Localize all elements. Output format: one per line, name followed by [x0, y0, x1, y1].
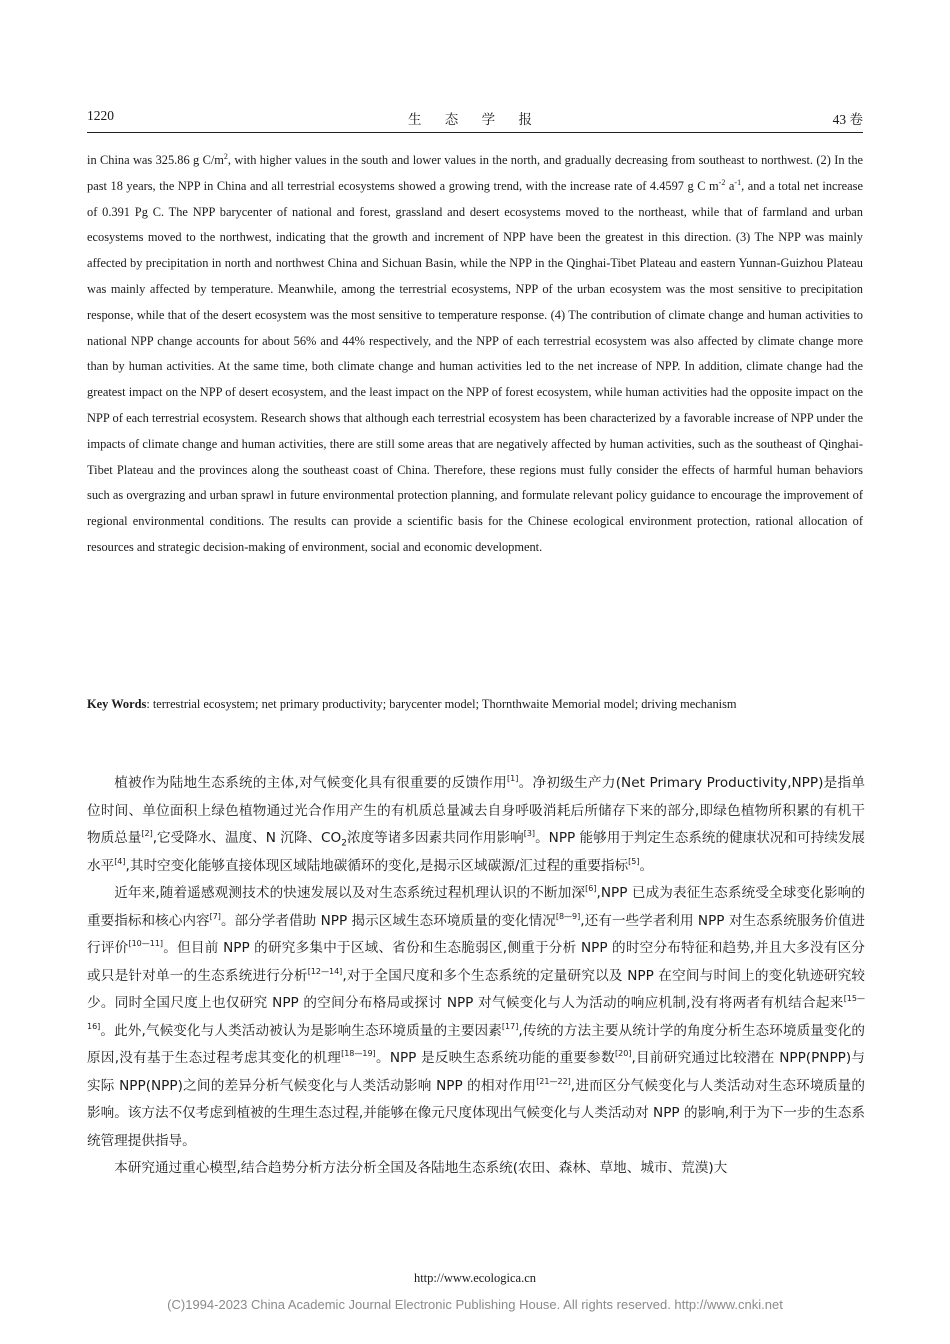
text: 近年来,随着遥感观测技术的快速发展以及对生态系统过程机理认识的不断加深 — [114, 885, 586, 901]
citation: [7] — [209, 911, 221, 921]
volume-number: 43 卷 — [832, 112, 863, 127]
citation: [12—14] — [307, 966, 343, 976]
citation: [3] — [523, 829, 536, 838]
paragraph — [87, 770, 865, 880]
keywords-text: : terrestrial ecosystem; net primary productivity; barycenter model; Thornthwaite Memorial model; driving mechanism — [146, 697, 737, 711]
citation: [15—16] — [87, 994, 865, 1031]
copyright-watermark: (C)1994-2023 China Academic Journal Electronic Publishing House. All rights reserved. http://www.cnki.net — [167, 1297, 783, 1312]
citation: [8—9] — [555, 911, 581, 921]
text: ,传统的方法主要从统计学的角度分析生态环境质量变化的原因,没有基于生态过程考虑其变化的机理 — [87, 1022, 865, 1066]
text: ,目前研究通过比较潜在 NPP(PNPP)与实际 NPP(NPP)之间的差异分析气候变化与人类活动影响 NPP 的相对作用 — [87, 1050, 866, 1094]
abstract-text: in China was 325.86 g C/m — [87, 153, 224, 167]
citation: [21—22] — [536, 1076, 571, 1086]
superscript: 2 — [223, 151, 228, 161]
journal-title: 生 态 学 报 — [407, 112, 543, 127]
paragraph — [87, 880, 865, 1155]
superscript: -1 — [734, 177, 742, 187]
abstract-text: , and a total net increase of 0.391 Pg C. The NPP barycenter of national and forest, grassland and desert ecosystems moved to the northeast, while that of farmland and urban ecosystems moved to the northwest, indicating that the growth and increment of NPP have been the greatest in this direction. (3) The NPP was mainly affected by precipitation in north and northwest China and Sichuan Basin, while the NPP in the Qinghai-Tibet Plateau and eastern Yunnan-Guizhou Plateau was mainly affected by temperature. Meanwhile, among the terrestrial ecosystems, NPP of the urban ecosystem was the most sensitive to precipitation response, while that of the desert ecosystem was the most sensitive to temperature response. (4) The contribution of climate change and human activities to national NPP change accounts for about 56% and 44% respectively, and the NPP of each terrestrial ecosystem was also affected by climate change more than by human activities. At the same time, both climate change and human activities led to the net increase of NPP. In addition, climate change had the greatest impact on the NPP of desert ecosystem, and the least impact on the NPP of forest ecosystem, while human activities had the opposite impact on the NPP of each terrestrial ecosystem. Research shows that although each terrestrial ecosystem has been characterized by a favorable increase of NPP under the impacts of climate change and human activities, there are still some areas that are negatively affected by human activities, such as the southeast of Qinghai-Tibet Plateau and the provinces along the southeast coast of China. Therefore, these regions must fully consider the effects of harmful human behaviors such as overgrazing and urban sprawl in future environmental protection planning, and formulate relevant policy guidance to encourage the improvement of regional environmental conditions. The results can provide a scientific basis for the Chinese ecological environment protection, rational allocation of resources and strategic decision-making of environment, social and economic development. — [87, 178, 863, 554]
running-header — [87, 108, 863, 128]
citation: [6] — [585, 884, 597, 893]
abstract-text: a — [725, 178, 735, 193]
text: 植被作为陆地生态系统的主体,对气候变化具有很重要的反馈作用 — [114, 775, 508, 791]
text: 。部分学者借助 NPP 揭示区域生态环境质量的变化情况 — [220, 912, 556, 929]
english-abstract — [87, 148, 863, 561]
text: 浓度等诸多因素共同作用影响 — [347, 830, 524, 846]
subscript: 2 — [341, 838, 347, 849]
header-rule — [87, 132, 863, 133]
text: ,它受降水、温度、N 沉降、CO — [152, 830, 342, 846]
text: ,其时空变化能够直接体现区域陆地碳循环的变化,是揭示区域碳源/汇过程的重要指标 — [125, 857, 629, 874]
text: ,NPP 已成为表征生态系统受全球变化影响的重要指标和核心内容 — [87, 885, 865, 929]
citation: [4] — [114, 856, 126, 866]
citation: [2] — [141, 829, 153, 838]
page-number: 1220 — [87, 108, 114, 123]
citation: [1] — [507, 774, 519, 783]
abstract-text: , with higher values in the south and lower values in the north, and gradually decreasing from southeast to northwest. (2) In the past 18 years, the NPP in China and all terrestrial ecosystems showed a growing trend, with the increase rate of 4.4597 g C m — [87, 153, 864, 193]
text: 。NPP 是反映生态系统功能的重要参数 — [375, 1050, 616, 1066]
citation: [20] — [615, 1049, 632, 1058]
citation: [18—19] — [341, 1049, 376, 1058]
journal-url[interactable]: http://www.ecologica.cn — [413, 1271, 537, 1285]
text: 。但目前 NPP 的研究多集中于区域、省份和生态脆弱区,侧重于分析 NPP 的时空分布特征和趋势,并且大多没有区分或只是针对单一的生态系统进行分析 — [87, 940, 866, 984]
citation: [5] — [628, 856, 640, 866]
text: ,进而区分气候变化与人类活动对生态环境质量的影响。该方法不仅考虑到植被的生理生态过程,并能够在像元尺度体现出气候变化与人类活动对 NPP 的影响,利于为下一步的生态系统管理提供指导。 — [87, 1077, 865, 1149]
text: 。 — [639, 857, 654, 874]
text: 。NPP 能够用于判定生态系统的健康状况和可持续发展水平 — [87, 830, 866, 874]
text: ,对于全国尺度和多个生态系统的定量研究以及 NPP 在空间与时间上的变化轨迹研究较少。同时全国尺度上也仅研究 NPP 的空间分布格局或探讨 NPP 对气候变化与人为活动的响应机制,没有将两者有机结合起来 — [87, 967, 866, 1011]
text: 。净初级生产力(Net Primary Productivity,NPP)是指单位时间、单位面积上绿色植物通过光合作用产生的有机质总量减去自身呼吸消耗后所储存下来的部分,即绿色植物所积累的有机干物质总量 — [87, 775, 865, 846]
text: 。此外,气候变化与人类活动被认为是影响生态环境质量的主要因素 — [100, 1022, 502, 1039]
paragraph: 本研究通过重心模型,结合趋势分析方法分析全国及各陆地生态系统(农田、森林、草地、城市、荒漠)大 — [114, 1160, 728, 1176]
citation: [17] — [501, 1021, 519, 1031]
text: ,还有一些学者利用 NPP 对生态系统服务价值进行评价 — [87, 912, 865, 956]
superscript: -2 — [718, 177, 726, 187]
body-text — [87, 770, 865, 1183]
keywords — [87, 692, 863, 718]
citation: [10—11] — [128, 939, 164, 948]
keywords-label: Key Words — [87, 697, 147, 711]
